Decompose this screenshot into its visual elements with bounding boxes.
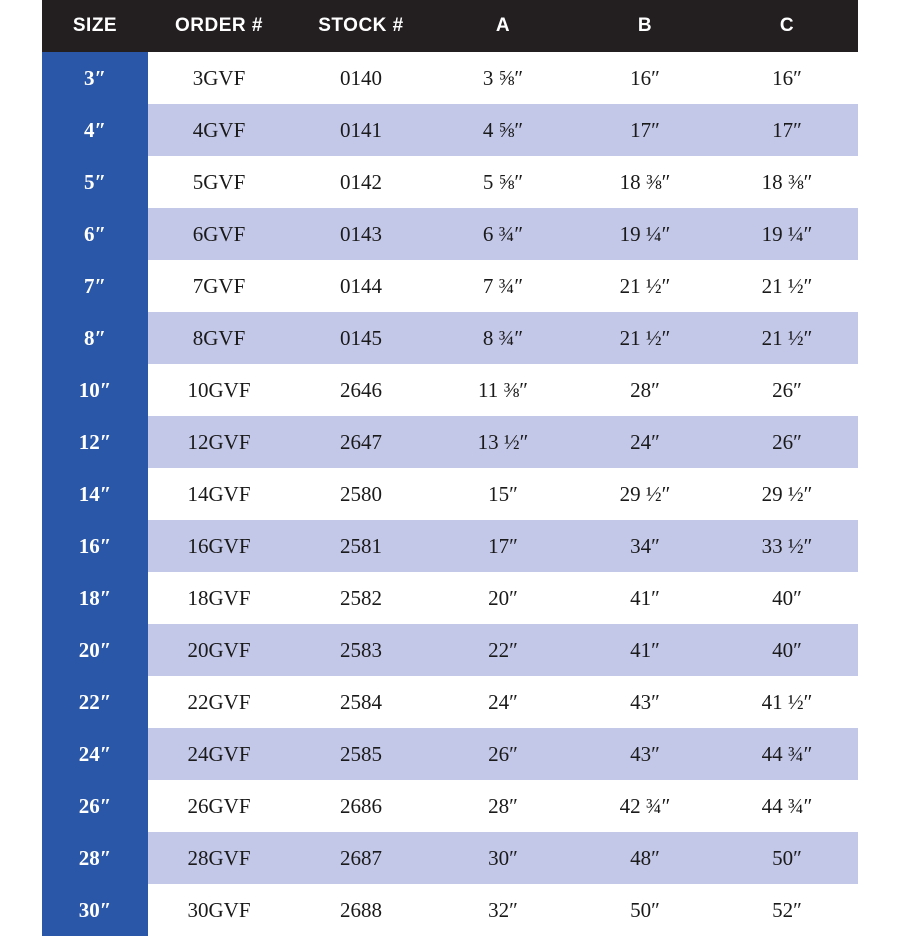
cell-a: 26″ [432,728,574,780]
table-row [42,468,858,520]
cell-a: 24″ [432,676,574,728]
cell-stock: 2688 [290,884,432,936]
cell-c: 40″ [716,572,858,624]
table-body [42,52,858,936]
cell-b: 41″ [574,572,716,624]
cell-order: 3GVF [148,52,290,104]
cell-a: 22″ [432,624,574,676]
cell-stock: 2686 [290,780,432,832]
cell-a: 13 ½″ [432,416,574,468]
table-header-row [42,0,858,52]
cell-b: 29 ½″ [574,468,716,520]
cell-c: 44 ¾″ [716,780,858,832]
table-row [42,624,858,676]
table-row [42,884,858,936]
cell-a: 7 ¾″ [432,260,574,312]
cell-size: 4″ [42,104,148,156]
cell-size: 8″ [42,312,148,364]
table-row [42,52,858,104]
column-header-order: ORDER # [148,0,290,52]
cell-a: 15″ [432,468,574,520]
cell-b: 41″ [574,624,716,676]
cell-b: 17″ [574,104,716,156]
cell-a: 5 ⅝″ [432,156,574,208]
cell-b: 21 ½″ [574,312,716,364]
table-row [42,312,858,364]
cell-a: 4 ⅝″ [432,104,574,156]
cell-stock: 2583 [290,624,432,676]
cell-order: 10GVF [148,364,290,416]
cell-c: 17″ [716,104,858,156]
cell-c: 52″ [716,884,858,936]
cell-size: 26″ [42,780,148,832]
cell-c: 50″ [716,832,858,884]
cell-size: 24″ [42,728,148,780]
cell-stock: 2647 [290,416,432,468]
column-header-a: A [432,0,574,52]
cell-b: 28″ [574,364,716,416]
cell-a: 20″ [432,572,574,624]
cell-b: 18 ⅜″ [574,156,716,208]
cell-size: 16″ [42,520,148,572]
cell-stock: 0143 [290,208,432,260]
cell-b: 48″ [574,832,716,884]
cell-order: 4GVF [148,104,290,156]
cell-c: 44 ¾″ [716,728,858,780]
cell-a: 8 ¾″ [432,312,574,364]
cell-order: 20GVF [148,624,290,676]
cell-order: 24GVF [148,728,290,780]
cell-b: 43″ [574,676,716,728]
cell-stock: 2580 [290,468,432,520]
cell-size: 14″ [42,468,148,520]
column-header-size: SIZE [42,0,148,52]
cell-stock: 0141 [290,104,432,156]
cell-order: 12GVF [148,416,290,468]
column-header-b: B [574,0,716,52]
cell-order: 14GVF [148,468,290,520]
cell-order: 8GVF [148,312,290,364]
cell-a: 6 ¾″ [432,208,574,260]
cell-size: 3″ [42,52,148,104]
table-row [42,260,858,312]
cell-stock: 2687 [290,832,432,884]
cell-b: 43″ [574,728,716,780]
cell-order: 6GVF [148,208,290,260]
cell-stock: 2581 [290,520,432,572]
table-row [42,104,858,156]
cell-b: 24″ [574,416,716,468]
cell-size: 6″ [42,208,148,260]
cell-order: 16GVF [148,520,290,572]
cell-stock: 0144 [290,260,432,312]
cell-c: 26″ [716,364,858,416]
cell-stock: 2584 [290,676,432,728]
cell-size: 18″ [42,572,148,624]
table-row [42,728,858,780]
table-row [42,156,858,208]
cell-a: 3 ⅝″ [432,52,574,104]
cell-a: 30″ [432,832,574,884]
cell-c: 33 ½″ [716,520,858,572]
cell-size: 12″ [42,416,148,468]
cell-c: 41 ½″ [716,676,858,728]
cell-c: 40″ [716,624,858,676]
column-header-stock: STOCK # [290,0,432,52]
table-row [42,208,858,260]
cell-size: 5″ [42,156,148,208]
cell-stock: 2582 [290,572,432,624]
cell-b: 19 ¼″ [574,208,716,260]
cell-size: 22″ [42,676,148,728]
cell-c: 21 ½″ [716,312,858,364]
cell-size: 10″ [42,364,148,416]
cell-c: 29 ½″ [716,468,858,520]
cell-c: 16″ [716,52,858,104]
cell-stock: 0140 [290,52,432,104]
cell-b: 16″ [574,52,716,104]
cell-c: 21 ½″ [716,260,858,312]
cell-a: 17″ [432,520,574,572]
cell-order: 5GVF [148,156,290,208]
cell-a: 32″ [432,884,574,936]
table-row [42,572,858,624]
table-header [42,0,858,52]
cell-size: 20″ [42,624,148,676]
table-row [42,520,858,572]
cell-size: 28″ [42,832,148,884]
cell-stock: 0145 [290,312,432,364]
cell-c: 19 ¼″ [716,208,858,260]
cell-b: 42 ¾″ [574,780,716,832]
cell-stock: 0142 [290,156,432,208]
cell-order: 7GVF [148,260,290,312]
cell-size: 7″ [42,260,148,312]
cell-order: 18GVF [148,572,290,624]
cell-order: 22GVF [148,676,290,728]
column-header-c: C [716,0,858,52]
cell-a: 28″ [432,780,574,832]
specification-table [42,0,858,936]
cell-order: 28GVF [148,832,290,884]
cell-order: 26GVF [148,780,290,832]
cell-b: 34″ [574,520,716,572]
cell-stock: 2646 [290,364,432,416]
table-row [42,416,858,468]
cell-order: 30GVF [148,884,290,936]
table-row [42,780,858,832]
table-row [42,676,858,728]
cell-b: 50″ [574,884,716,936]
table-row [42,364,858,416]
cell-c: 18 ⅜″ [716,156,858,208]
cell-b: 21 ½″ [574,260,716,312]
cell-size: 30″ [42,884,148,936]
cell-c: 26″ [716,416,858,468]
cell-a: 11 ⅜″ [432,364,574,416]
cell-stock: 2585 [290,728,432,780]
table-row [42,832,858,884]
